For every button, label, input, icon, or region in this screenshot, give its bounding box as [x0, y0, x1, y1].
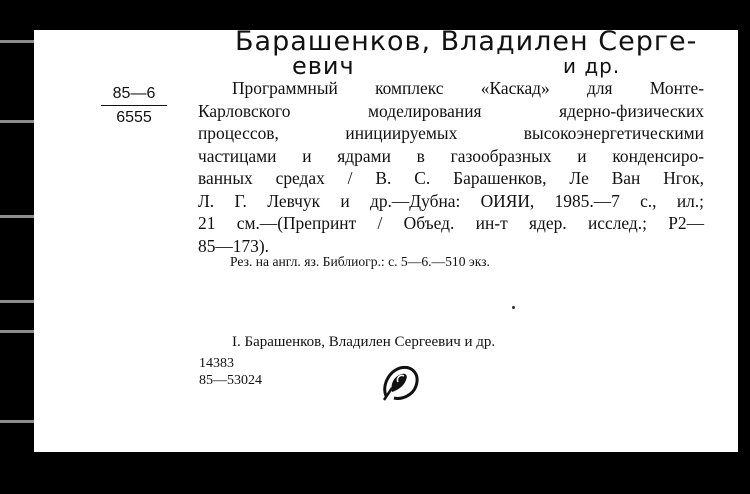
handwritten-author-line1: Барашенков, Владилен Серге- — [235, 26, 698, 57]
scan-border-right — [738, 0, 750, 494]
scan-border-bottom — [0, 452, 750, 494]
handwritten-author-line3: и др. — [563, 54, 621, 78]
description-line: 21 см.—(Препринт / Объед. ин-т ядер. исслед.; Р2— — [198, 213, 704, 233]
tracing-entry: I. Барашенков, Владилен Сергеевич и др. — [232, 334, 496, 350]
registration-number: 14383 — [199, 356, 234, 371]
scan-edge-tick — [0, 420, 34, 423]
shelfmark-denominator: 6555 — [116, 109, 152, 126]
description-line: Программный комплекс «Каскад» для Монте- — [232, 78, 704, 98]
scan-edge-tick — [0, 300, 34, 303]
stamp-mark-icon — [378, 362, 424, 404]
handwritten-author-line2: евич — [292, 52, 355, 80]
scan-edge-tick — [0, 40, 34, 43]
scan-border-left — [0, 0, 34, 494]
notes-line: Рез. на англ. яз. Библиогр.: с. 5—6.—510 экз. — [230, 254, 490, 269]
scan-speck — [512, 306, 515, 309]
bibliographic-description — [198, 77, 704, 257]
scan-edge-tick — [0, 120, 34, 123]
description-line: ванных средах / В. С. Барашенков, Ле Ван Нгок, — [198, 168, 704, 188]
shelfmark-numerator: 85—6 — [101, 85, 167, 106]
description-line: 85—173). — [198, 235, 270, 256]
description-line: частицами и ядрами в газообразных и конденсиро- — [198, 145, 704, 166]
scan-edge-tick — [0, 215, 34, 218]
registration-number: 85—53024 — [199, 373, 262, 388]
description-line: процессов, инициируемых высокоэнергетическими — [198, 123, 704, 143]
description-line: Л. Г. Левчук и др.—Дубна: ОИЯИ, 1985.—7 с., ил.; — [198, 190, 704, 211]
scan-edge-tick — [0, 330, 34, 333]
description-line: Карловского моделирования ядерно-физических — [198, 100, 704, 121]
shelfmark — [101, 85, 167, 127]
